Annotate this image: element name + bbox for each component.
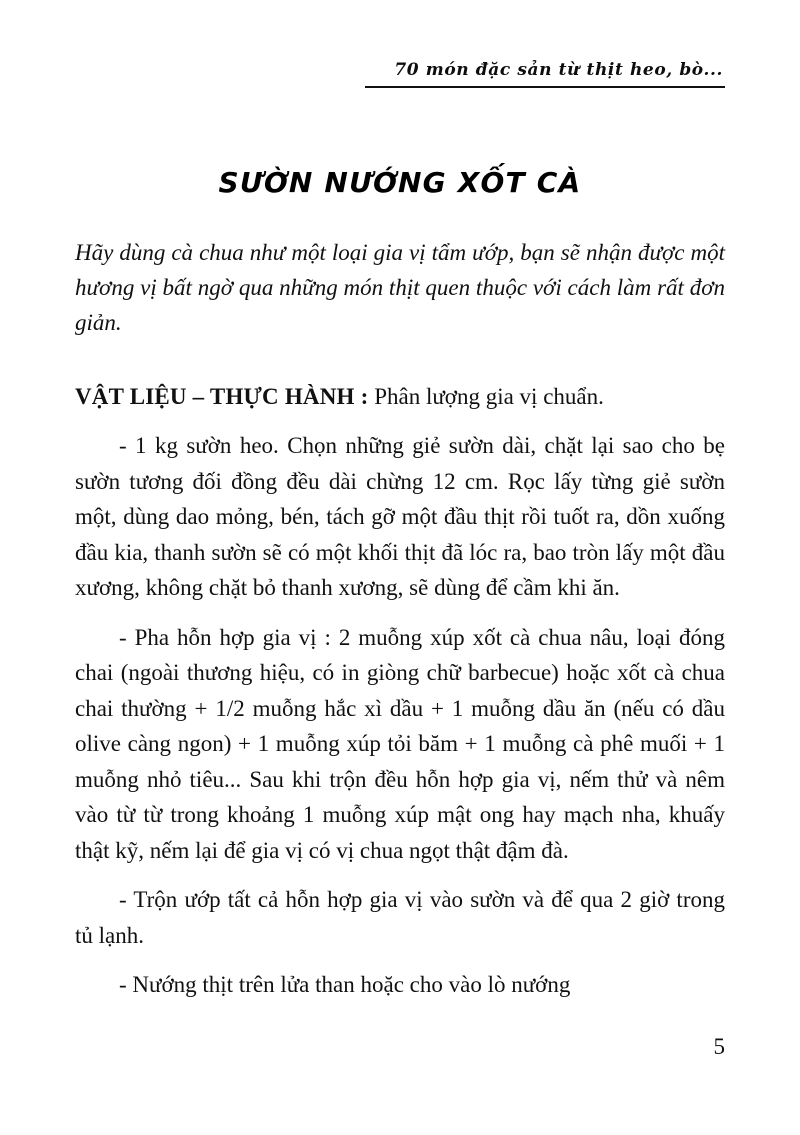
section-heading-label: VẬT LIỆU – THỰC HÀNH : bbox=[75, 384, 369, 409]
page-title: SƯỜN NƯỚNG XỐT CÀ bbox=[218, 166, 582, 199]
intro-paragraph: Hãy dùng cà chua như một loại gia vị tẩm ướp, bạn sẽ nhận được một hương vị bất ngờ qua những món thịt quen thuộc với cách làm rất đơn giản. bbox=[75, 240, 725, 335]
page-content bbox=[75, 60, 725, 1003]
body-paragraph: - Pha hỗn hợp gia vị : 2 muỗng xúp xốt cà chua nâu, loại đóng chai (ngoài thương hiệu, có in giòng chữ barbecue) hoặc xốt cà chua chai thường + 1/2 muỗng hắc xì dầu + 1 muỗng dầu ăn (nếu có dầu olive càng ngon) + 1 muỗng xúp tỏi băm + 1 muỗng cà phê muối + 1 muỗng nhỏ tiêu... Sau khi trộn đều hỗn hợp gia vị, nếm thử và nêm vào từ từ trong khoảng 1 muỗng xúp mật ong hay mạch nha, khuấy thật kỹ, nếm lại để gia vị có vị chua ngọt thật đậm đà. bbox=[75, 624, 725, 863]
running-head-rule bbox=[365, 86, 725, 88]
running-head-text: 70 món đặc sản từ thịt heo, bò... bbox=[394, 60, 723, 80]
body-paragraph: - 1 kg sườn heo. Chọn những giẻ sườn dài, chặt lại sao cho bẹ sườn tương đối đồng đều dài chừng 12 cm. Rọc lấy từng giẻ sườn một, dùng dao mỏng, bén, tách gỡ một đầu thịt rồi tuốt ra, dồn xuống đầu kia, thanh sườn sẽ có một khối thịt đã lóc ra, bao tròn lấy một đầu xương, không chặt bỏ thanh xương, sẽ dùng để cầm khi ăn. bbox=[75, 433, 725, 600]
body-paragraph: - Nướng thịt trên lửa than hoặc cho vào lò nướng bbox=[119, 972, 571, 997]
page-number: 5 bbox=[713, 1034, 725, 1059]
running-head bbox=[75, 60, 725, 88]
body-paragraph: - Trộn ướp tất cả hỗn hợp gia vị vào sườn và để qua 2 giờ trong tủ lạnh. bbox=[75, 887, 725, 948]
section-heading-text: Phân lượng gia vị chuẩn. bbox=[368, 384, 604, 409]
section-heading bbox=[75, 380, 725, 414]
